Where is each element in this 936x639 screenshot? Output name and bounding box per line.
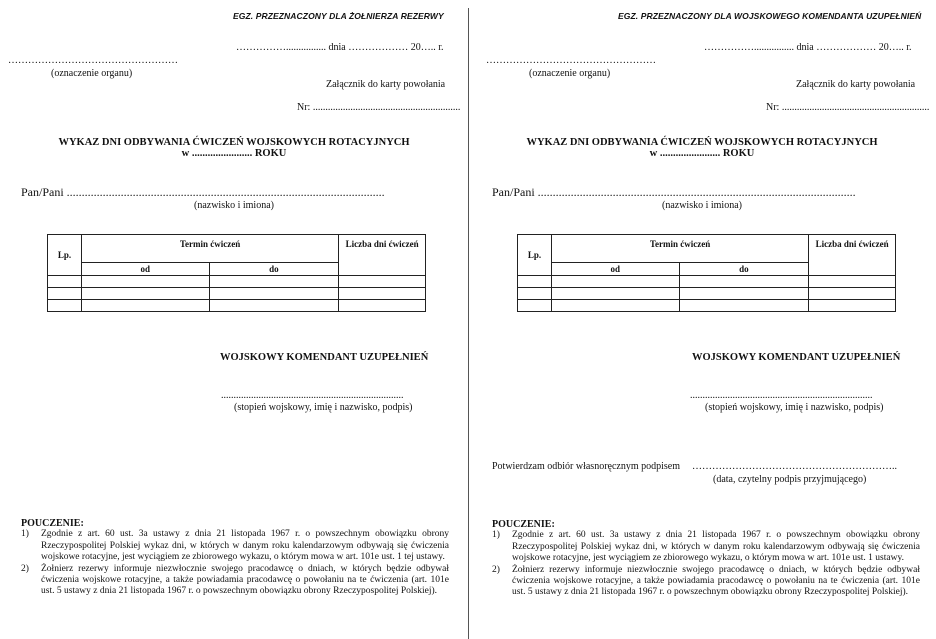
col-to-header: do [679,263,809,276]
note-2-text: Żołnierz rezerwy informuje niezwłocznie swojego pracodawcę o dniach, w których będzie odbywał ćwiczenia wojskowe rotacyjne, a także powiadamia pracodawcę o powołaniu na te ćwiczenia (art. 101e ust. 5 ustawy z dnia 21 listopada 1967 r. o powszechnym obowiązku obrony Rzeczypospolitej Polskiej). [512,564,920,598]
col-term-header: Termin ćwiczeń [551,235,808,263]
table-row [48,300,426,312]
table-row [48,288,426,300]
signature-label: (stopień wojskowy, imię i nazwisko, podpis) [234,402,413,413]
col-days-header: Liczba dni ćwiczeń [809,235,896,276]
col-from-header: od [551,263,679,276]
document-title: WYKAZ DNI ODBYWANIA ĆWICZEŃ WOJSKOWYCH ROTACYJNYCH [526,137,878,148]
confirm-dots: …………………………………………………….. [692,461,897,472]
note-1 [492,530,920,564]
copy-header: EGZ. PRZEZNACZONY DLA WOJSKOWEGO KOMENDANTA UZUPEŁNIEŃ [618,11,922,21]
notes-title: POUCZENIE: [21,518,84,529]
number-line: Nr: ........................................................... [297,102,461,113]
place-date-line: ……………................ dnia ……………… 20….. r. [236,42,444,53]
document-year: w ....................... ROKU [649,148,755,159]
col-days-header: Liczba dni ćwiczeń [339,235,426,276]
name-label: (nazwisko i imiona) [194,200,274,211]
signature-label: (stopień wojskowy, imię i nazwisko, podpis) [705,402,884,413]
terms-table [47,234,426,312]
confirm-caption: (data, czytelny podpis przyjmującego) [713,474,867,485]
signature-dots: ......................................................................... [221,390,404,401]
place-date-line: ……………................ dnia ……………… 20….. r. [704,42,912,53]
note-2-number: 2) [492,564,500,575]
note-2 [492,565,920,599]
name-label: (nazwisko i imiona) [662,200,742,211]
col-from-header: od [81,263,209,276]
confirm-label: Potwierdzam odbiór własnoręcznym podpisem [492,461,681,472]
note-2-text: Żołnierz rezerwy informuje niezwłocznie swojego pracodawcę o dniach, w których będzie odbywał ćwiczenia wojskowe rotacyjne, a także powiadamia pracodawcę o powołaniu na te ćwiczenia (art. 101e ust. 5 ustawy z dnia 21 listopada 1967 r. o powszechnym obowiązku obrony Rzeczypospolitej Polskiej). [41,563,449,597]
col-to-header: do [209,263,339,276]
organ-label: (oznaczenie organu) [529,68,611,79]
notes-section [21,518,449,598]
note-2-number: 2) [21,563,29,574]
document-year: w ....................... ROKU [181,148,287,159]
number-line: Nr: ........................................................... [766,102,930,113]
pan-pani-line: Pan/Pani .......................................................................................................... [21,185,385,199]
organ-dots: …………………………………………… [8,55,178,66]
document-title: WYKAZ DNI ODBYWANIA ĆWICZEŃ WOJSKOWYCH ROTACYJNYCH [58,137,410,148]
terms-table [517,234,896,312]
col-lp-header: Lp. [518,235,552,276]
commander-title: WOJSKOWY KOMENDANT UZUPEŁNIEŃ [692,352,901,363]
notes-section [492,519,920,599]
note-1-text: Zgodnie z art. 60 ust. 3a ustawy z dnia 21 listopada 1967 r. o powszechnym obowiązku obrony Rzeczypospolitej Polskiej wykaz dni, w których w danym roku kalendarzowym odbywają się ćwiczenia wojskowe rotacyjne, jest wyciągiem ze zbiorowego wykazu, o którym mowa w art. 101e ust. 1 tej ustawy. [41,529,449,563]
note-1-number: 1) [492,530,500,541]
attachment-label: Załącznik do karty powołania [326,79,446,90]
note-1-number: 1) [21,529,29,540]
note-2 [21,564,449,598]
table-row [518,276,896,288]
col-term-header: Termin ćwiczeń [81,235,338,263]
signature-dots: ......................................................................... [690,390,873,401]
col-lp-header: Lp. [48,235,82,276]
attachment-label: Załącznik do karty powołania [796,79,916,90]
note-1-text: Zgodnie z art. 60 ust. 3a ustawy z dnia 21 listopada 1967 r. o powszechnym obowiązku obrony Rzeczypospolitej Polskiej wykaz dni, w których w danym roku kalendarzowym odbywają się ćwiczenia wojskowe rotacyjne, jest wyciągiem ze zbiorowego wykazu, o którym mowa w art. 101e ust. 1 ustawy. [512,530,920,564]
right-copy [468,0,936,639]
organ-dots: …………………………………………… [486,55,656,66]
table-row [518,300,896,312]
note-1 [21,529,449,563]
table-row [518,288,896,300]
notes-title: POUCZENIE: [492,519,555,530]
pan-pani-line: Pan/Pani .......................................................................................................... [492,185,856,199]
copy-header: EGZ. PRZEZNACZONY DLA ŻOŁNIERZA REZERWY [233,11,444,21]
table-row [48,276,426,288]
commander-title: WOJSKOWY KOMENDANT UZUPEŁNIEŃ [220,352,429,363]
organ-label: (oznaczenie organu) [51,68,133,79]
